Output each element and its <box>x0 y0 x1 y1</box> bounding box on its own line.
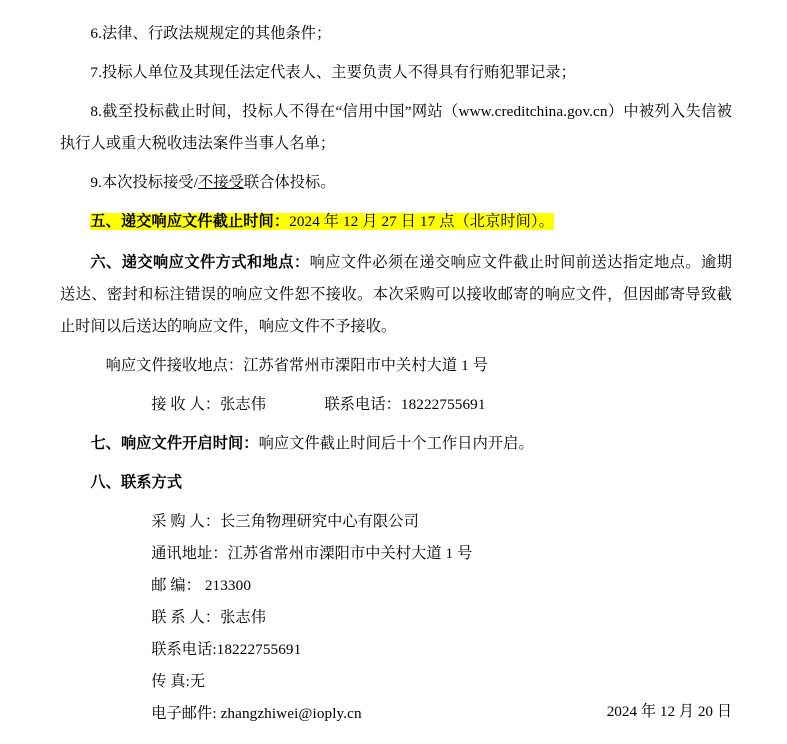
contact-row <box>60 602 732 634</box>
footer-date: 2024 年 12 月 20 日 <box>606 703 732 720</box>
section-7 <box>60 428 732 460</box>
contact-value: 213300 <box>200 577 252 594</box>
section-7-heading: 七、响应文件开启时间： <box>90 435 259 452</box>
contact-value: 江苏省常州市溧阳市中关村大道 1 号 <box>227 545 473 562</box>
receiver-block <box>106 389 325 421</box>
delivery-address-value: 江苏省常州市溧阳市中关村大道 1 号 <box>243 357 488 374</box>
document-body <box>60 18 732 730</box>
contact-label: 通讯地址： <box>151 545 228 562</box>
receiver-phone-value: 18222755691 <box>400 396 486 413</box>
contact-row <box>60 538 732 570</box>
contact-label: 传 真: <box>151 673 190 690</box>
contact-label: 联 系 人： <box>151 609 221 626</box>
contact-label: 电子邮件: <box>151 705 217 722</box>
section-8-heading: 八、联系方式 <box>90 474 183 491</box>
clause-8-part1: 8.截至投标截止时间，投标人不得在“信用中国”网站（www.creditchina.gov.cn）中被列入 <box>90 103 686 120</box>
section-5-heading: 五、递交响应文件截止时间： <box>90 213 290 230</box>
clause-9-underlined: 不接受 <box>198 174 244 191</box>
delivery-address-row <box>60 350 732 382</box>
section-6-paragraph <box>60 247 732 343</box>
clause-9-prefix: 9.本次投标接受/ <box>90 174 199 191</box>
contact-value: zhangzhiwei@ioply.cn <box>216 705 362 722</box>
section-6-heading: 六、递交响应文件方式和地点： <box>90 254 310 271</box>
clause-7: 7.投标人单位及其现任法定代表人、主要负责人不得具有行贿犯罪记录； <box>90 64 576 81</box>
receiver-row <box>60 389 732 421</box>
contact-value: 张志伟 <box>220 609 267 626</box>
section-6-line1: 响应文件必须在递交响应文件截止时间前送达指定地点。 <box>309 254 702 271</box>
contact-row <box>60 634 732 666</box>
clause-9-suffix: 联合体投标。 <box>243 174 336 191</box>
contact-value: 无 <box>189 673 206 690</box>
receiver-phone-label: 联系电话： <box>324 396 401 413</box>
clause-8-part2: 失信被执行人或重大税收违法案件当事人名单； <box>60 103 732 152</box>
contact-row <box>60 506 732 538</box>
contact-row <box>60 570 732 602</box>
delivery-address-label: 响应文件接收地点： <box>105 357 244 374</box>
receiver-value: 张志伟 <box>220 396 267 413</box>
clause-6: 6.法律、行政法规规定的其他条件； <box>90 25 332 42</box>
clause-9 <box>60 167 732 199</box>
contact-list <box>60 506 732 730</box>
section-5 <box>60 206 732 238</box>
section-7-value: 响应文件截止时间后十个工作日内开启。 <box>258 435 534 452</box>
contact-row <box>60 666 732 698</box>
section-6-line3: 寄导致截止时间以后送达的响应文件，响应文件不予接收。 <box>60 286 732 335</box>
contact-label: 联系电话: <box>151 641 217 658</box>
clause-8 <box>60 96 732 160</box>
contact-label: 采 购 人： <box>151 513 221 530</box>
contact-value: 长三角物理研究中心有限公司 <box>220 513 419 530</box>
contact-value: 18222755691 <box>216 641 302 658</box>
section-6-line2: 逾期送达、密封和标注错误的响应文件恕不接收。本次采购可以接收邮寄的响应文件，但因邮 <box>60 254 733 303</box>
section-5-value: 2024 年 12 月 27 日 17 点（北京时间）。 <box>289 213 554 230</box>
receiver-label: 接 收 人： <box>151 396 221 413</box>
contact-label: 邮 编： <box>151 577 201 594</box>
